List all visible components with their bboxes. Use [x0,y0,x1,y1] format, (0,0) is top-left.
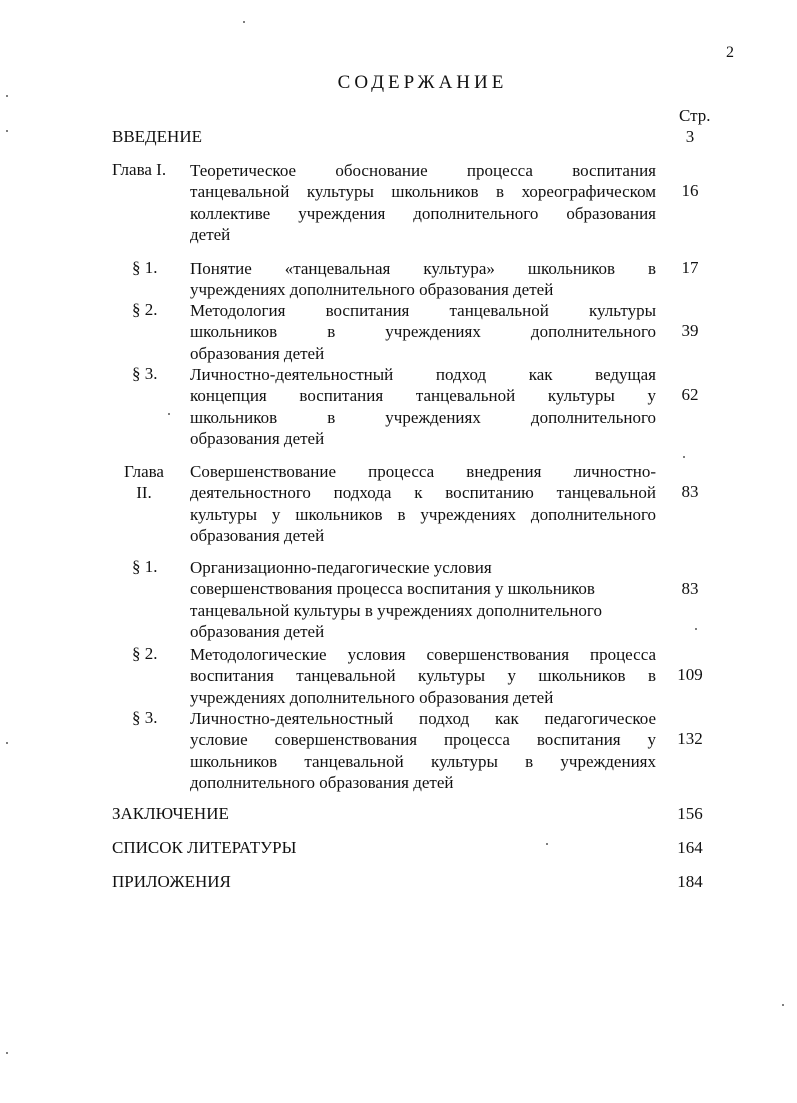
toc-ch1-section3[interactable] [190,364,656,449]
toc-ch2-section3[interactable] [190,708,656,793]
toc-section-label: § 2. [132,300,158,319]
toc-ch2-section3-page: 132 [677,729,703,748]
toc-appendices-page: 184 [677,872,703,891]
toc-line: Методология воспитания танцевальной культуры [190,301,656,320]
toc-line: учреждениях дополнительного образования детей [190,687,554,707]
toc-line: культуры у школьников в учреждениях дополнительного [190,504,656,524]
toc-line: дополнительного образования детей [190,772,454,792]
toc-line: коллективе учреждения дополнительного образования [190,203,656,223]
toc-chapter1-page: 16 [681,181,699,200]
toc-chapter2-title[interactable] [190,461,656,546]
toc-line: танцевальной культуры школьников в хореографическом [190,182,656,202]
toc-line: Теоретическое обоснование процесса воспитания [190,161,656,180]
toc-section-label: § 2. [132,644,158,663]
toc-appendices[interactable]: ПРИЛОЖЕНИЯ [112,872,231,891]
toc-line: условие совершенствования процесса воспитания у [190,730,656,750]
toc-line: танцевальной культуры в учреждениях дополнительного [190,600,602,620]
toc-line: Личностно-деятельностный подход как педагогическое [190,709,656,728]
toc-ch1-section1-page: 17 [681,258,699,277]
page-number: 2 [726,44,734,61]
scan-speck [683,456,685,458]
toc-line: образования детей [190,343,325,363]
toc-ch1-section1[interactable] [190,258,656,301]
page-column-header: Стр. [679,106,711,125]
toc-line: образования детей [190,428,325,448]
toc-line: Организационно-педагогические условия [190,558,492,577]
chapter2-label-word: Глава [124,462,164,481]
toc-ch1-section2[interactable] [190,300,656,364]
scan-speck [6,130,8,132]
toc-line: деятельностного подхода к воспитанию танцевальной [190,483,656,503]
toc-section-label: § 1. [132,258,158,277]
scan-speck [695,628,697,630]
toc-section-label: § 1. [132,557,158,576]
toc-ch1-section3-page: 62 [681,385,699,404]
scan-speck [168,413,170,415]
toc-line: концепция воспитания танцевальной культуры у [190,386,656,406]
toc-chapter1-label: Глава I. [112,160,167,179]
toc-bibliography[interactable]: СПИСОК ЛИТЕРАТУРЫ [112,838,297,857]
toc-chapter2-label [118,461,170,504]
toc-line: Понятие «танцевальная культура» школьников в [190,259,656,278]
scan-speck [6,1052,8,1054]
chapter2-label-number: II. [136,483,152,503]
toc-ch2-section2-page: 109 [677,665,703,684]
toc-line: детей [190,224,231,244]
toc-line: школьников в учреждениях дополнительного [190,407,656,427]
toc-conclusion-page: 156 [677,804,703,823]
toc-line: Личностно-деятельностный подход как ведущая [190,365,656,384]
toc-chapter1-title[interactable] [190,160,656,245]
toc-section-label: § 3. [132,364,158,383]
toc-introduction-page: 3 [685,127,695,146]
toc-line: образования детей [190,621,325,641]
toc-line: школьников в учреждениях дополнительного [190,322,656,342]
toc-ch2-section2[interactable] [190,644,656,708]
toc-ch2-section1[interactable] [190,557,656,642]
toc-line: учреждениях дополнительного образования детей [190,280,554,300]
toc-chapter2-page: 83 [681,482,699,501]
toc-ch1-section2-page: 39 [681,321,699,340]
toc-line: школьников танцевальной культуры в учреждениях [190,751,656,771]
toc-line: Совершенствование процесса внедрения личностно- [190,462,656,481]
page-title: СОДЕРЖАНИЕ [337,72,508,93]
toc-introduction[interactable]: ВВЕДЕНИЕ [112,127,202,146]
scan-speck [243,21,245,23]
toc-ch2-section1-page: 83 [681,579,699,598]
toc-section-label: § 3. [132,708,158,727]
toc-conclusion[interactable]: ЗАКЛЮЧЕНИЕ [112,804,229,823]
scan-speck [546,843,548,845]
toc-bibliography-page: 164 [677,838,703,857]
toc-line: образования детей [190,525,325,545]
scan-speck [6,95,8,97]
toc-line: воспитания танцевальной культуры у школьников в [190,666,656,686]
scan-speck [782,1004,784,1006]
toc-line: Методологические условия совершенствования процесса [190,645,656,664]
toc-line: совершенствования процесса воспитания у школьников [190,579,595,599]
scan-speck [6,742,8,744]
